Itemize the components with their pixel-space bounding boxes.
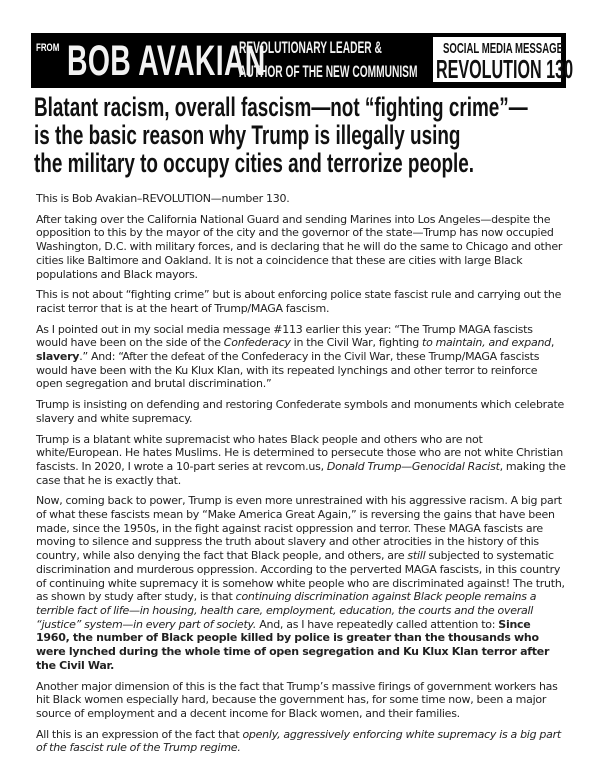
paragraph-back-to-power: Now, coming back to power, Trump is even more unrestrained with his aggressive racism. A big part of what these fascists mean by “Make America Great Again,” is reversing the gains that have been made, since the 1950s, in the fight against racist oppression and terror. These MAGA fascists are moving to silence and suppress the truth about slavery and other atrocities in the history of this country, while also denying the fact that Black people, and others, are still subjected to systematic discrimination and murderous oppression. According to the perverted MAGA fascists, in this country of continuing white supremacy it is somehow white people who are discriminated against! The truth, as shown by study after study, is that continuing discrimination against Black people remains a terrible fact of life—in housing, health care, employment, education, the courts and the overall “justice” system—in every part of society. And, as I have repeatedly called attention to: Since 1960, the number of Black people killed by police is greater than the thousands who were lynched during the whole time of open segregation and Ku Klux Klan terror after the Civil War.	[36, 494, 565, 672]
masthead-banner	[31, 33, 574, 88]
article-body	[36, 192, 566, 762]
author-tagline-line2: AUTHOR OF THE NEW COMMUNISM	[239, 62, 418, 81]
message-kicker: SOCIAL MEDIA MESSAGE	[443, 40, 564, 57]
paragraph-conclusion: All this is an expression of the fact that openly, aggressively enforcing white supremacy is a big part of the fascist rule of the Trump regime.	[36, 727, 561, 755]
paragraph-message-113: As I pointed out in my social media message #113 earlier this year: “The Trump MAGA fascists would have been on the side of the Confederacy in the Civil War, fighting to maintain, and expand, slavery.” And: “After the defeat of the Confederacy in the Civil War, these Trump/MAGA fascists would have been with the Ku Klux Klan, with its repeated lynchings and other terror to reinforce open segregation and brutal discrimination.”	[36, 322, 555, 391]
paragraph-white-supremacist: Trump is a blatant white supremacist who hates Black people and others who are not white/European. He hates Muslims. He is determined to persecute those who are not white Christian fascists. In 2020, I wrote a 10-part series at revcom.us, Donald Trump—Genocidal Racist, making the case that he is exactly that.	[36, 432, 566, 487]
paragraph-firings: Another major dimension of this is the fact that Trump’s massive firings of government workers has hit Black women especially hard, because the government has, for some time now, been a major source of employment and a decent income for Black women, and their families.	[36, 679, 558, 720]
headline-line-1: Blatant racism, overall fascism—not “fighting crime”—	[34, 92, 528, 122]
paragraph-confederate-symbols: Trump is insisting on defending and restoring Confederate symbols and monuments which celebrate slavery and white supremacy.	[36, 398, 565, 425]
author-tagline-line1: REVOLUTIONARY LEADER &	[239, 38, 382, 57]
headline	[34, 93, 566, 177]
paragraph-occupation: After taking over the California National Guard and sending Marines into Los Angeles—despite the opposition to this by the mayor of the city and the governor of the state—Trump has now occupied Washington, D.C. with military forces, and is declaring that he will do the same to Chicago and other cities like Baltimore and Oakland. It is not a coincidence that these are cities with large Black populations and Black mayors.	[36, 212, 563, 281]
paragraph-not-crime: This is not about “fighting crime” but is about enforcing police state fascist rule and carrying out the racist terror that is at the heart of Trump/MAGA fascism.	[36, 288, 562, 315]
message-number-box	[432, 36, 574, 84]
author-name: BOB AVAKIAN	[67, 37, 266, 85]
from-label: FROM	[36, 42, 60, 54]
paragraph-intro: This is Bob Avakian–REVOLUTION—number 130.	[36, 192, 290, 205]
headline-line-2: is the basic reason why Trump is illegally using	[34, 120, 461, 150]
message-number: REVOLUTION 130	[436, 54, 574, 84]
headline-line-3: the military to occupy cities and terrorize people.	[34, 148, 475, 178]
